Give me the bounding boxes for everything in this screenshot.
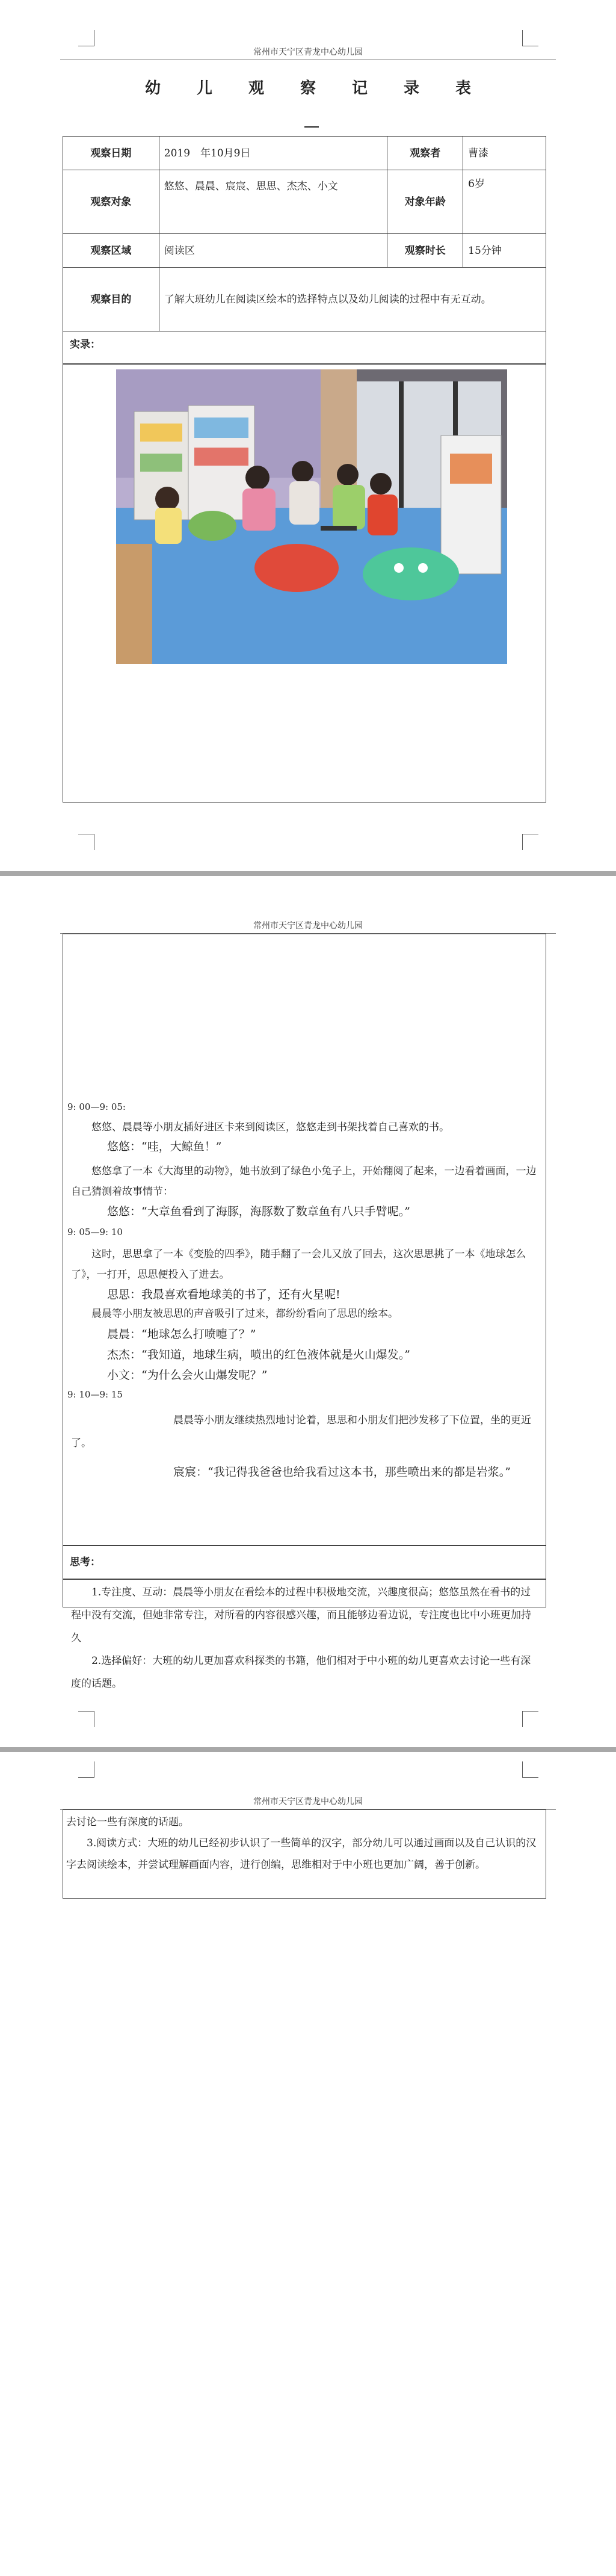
thinking-divider-top bbox=[63, 1545, 546, 1546]
crop-mark bbox=[522, 834, 538, 850]
subject-label: 观察对象 bbox=[63, 170, 159, 234]
record-dialogue: 小文：“为什么会火山爆发呢？” bbox=[107, 1369, 268, 1382]
thinking-text bbox=[71, 1581, 540, 1690]
record-dialogue: 悠悠：“大章鱼看到了海豚，海豚数了数章鱼有八只手臂呢。” bbox=[107, 1205, 410, 1218]
area-value: 阅读区 bbox=[159, 234, 387, 268]
crop-mark bbox=[522, 1711, 538, 1727]
purpose-label: 观察目的 bbox=[63, 268, 159, 331]
observer-label: 观察者 bbox=[387, 137, 463, 170]
crop-mark bbox=[522, 30, 538, 46]
crop-mark bbox=[78, 1711, 94, 1727]
record-dialogue: 宸宸：“我记得我爸爸也给我看过这本书，那些喷出来的都是岩浆。” bbox=[173, 1465, 511, 1479]
area-label: 观察区域 bbox=[63, 234, 159, 268]
page-3 bbox=[0, 1752, 616, 2576]
subject-value: 悠悠、晨晨、宸宸、思思、杰杰、小文 bbox=[159, 170, 387, 234]
page-1 bbox=[0, 0, 616, 871]
record-paragraph: 晨晨等小朋友继续热烈地讨论着，思思和小朋友们把沙发移了下位置，坐的更近了。 bbox=[71, 1414, 531, 1449]
record-label: 实录： bbox=[70, 339, 100, 351]
info-table bbox=[63, 136, 546, 331]
record-paragraph: 悠悠拿了一本《大海里的动物》，她书放到了绿色小兔子上，开始翻阅了起来，一边看着画面，一边自己猜测着故事情节： bbox=[71, 1165, 537, 1198]
time-stamp: 9: 00—9: 05: bbox=[67, 1102, 126, 1112]
crop-mark bbox=[78, 1761, 94, 1778]
title-dash bbox=[304, 126, 319, 128]
purpose-value: 了解大班幼儿在阅读区绘本的选择特点以及幼儿阅读的过程中有无互动。 bbox=[159, 268, 546, 331]
thinking-text-continued bbox=[66, 1812, 541, 1876]
age-label: 对象年龄 bbox=[387, 170, 463, 234]
date-value: 2019 年10月9日 bbox=[159, 137, 387, 170]
record-paragraph: 悠悠、晨晨等小朋友插好进区卡来到阅读区，悠悠走到书架找着自己喜欢的书。 bbox=[91, 1121, 449, 1133]
record-dialogue: 思思：我最喜欢看地球美的书了，还有火星呢! bbox=[107, 1288, 340, 1301]
page-separator bbox=[0, 871, 616, 876]
record-paragraph: 这时，思思拿了一本《变脸的四季》，随手翻了一会儿又放了回去，这次思思挑了一本《地球怎么了》，一打开，思思便投入了进去。 bbox=[71, 1248, 526, 1281]
page-header: 常州市天宁区青龙中心幼儿园 bbox=[60, 46, 556, 60]
thinking-point: 3.阅读方式：大班的幼儿已经初步认识了一些简单的汉字，部分幼儿可以通过画面以及自己认识的汉字去阅读绘本，并尝试理解画面内容，进行创编，思维相对于中小班也更加广阔，善于创新。 bbox=[66, 1837, 537, 1871]
record-dialogue: 晨晨：“地球怎么打喷嚏了？” bbox=[107, 1328, 256, 1341]
page-header: 常州市天宁区青龙中心幼儿园 bbox=[60, 919, 556, 934]
thinking-divider-bottom bbox=[63, 1579, 546, 1580]
crop-mark bbox=[78, 834, 94, 850]
thinking-point-tail: 去讨论一些有深度的话题。 bbox=[66, 1816, 189, 1828]
time-stamp: 9: 05—9: 10 bbox=[67, 1227, 123, 1237]
crop-mark bbox=[78, 30, 94, 46]
record-dialogue: 杰杰：“我知道，地球生病，喷出的红色液体就是火山爆发。” bbox=[107, 1348, 410, 1361]
photo-illustration bbox=[116, 369, 507, 664]
thinking-point: 1.专注度、互动：晨晨等小朋友在看绘本的过程中积极地交流，兴趣度很高；悠悠虽然在看书的过程中没有交流，但她非常专注，对所看的内容很感兴趣，而且能够边看边说，专注度也比中小班更加持久 bbox=[71, 1586, 531, 1644]
page-separator bbox=[0, 1747, 616, 1752]
reading-area-photo bbox=[116, 369, 507, 664]
duration-value: 15分钟 bbox=[463, 234, 546, 268]
observer-value: 曹漆 bbox=[463, 137, 546, 170]
thinking-point: 2.选择偏好：大班的幼儿更加喜欢科探类的书籍，他们相对于中小班的幼儿更喜欢去讨论一些有深度的话题。 bbox=[71, 1655, 531, 1690]
record-divider bbox=[63, 363, 546, 365]
age-value: 6岁 bbox=[463, 170, 546, 234]
record-paragraph: 晨晨等小朋友被思思的声音吸引了过来，都纷纷看向了思思的绘本。 bbox=[91, 1308, 398, 1320]
duration-label: 观察时长 bbox=[387, 234, 463, 268]
page-2 bbox=[0, 876, 616, 1747]
record-text bbox=[67, 1100, 540, 1484]
record-dialogue: 悠悠：“哇，大鲸鱼！” bbox=[107, 1140, 222, 1153]
page-title: 幼儿观察记录表 bbox=[144, 79, 507, 97]
time-stamp: 9: 10—9: 15 bbox=[67, 1389, 123, 1400]
crop-mark bbox=[522, 1761, 538, 1778]
date-label: 观察日期 bbox=[63, 137, 159, 170]
thinking-label: 思考： bbox=[70, 1556, 100, 1568]
page-header: 常州市天宁区青龙中心幼儿园 bbox=[60, 1795, 556, 1810]
